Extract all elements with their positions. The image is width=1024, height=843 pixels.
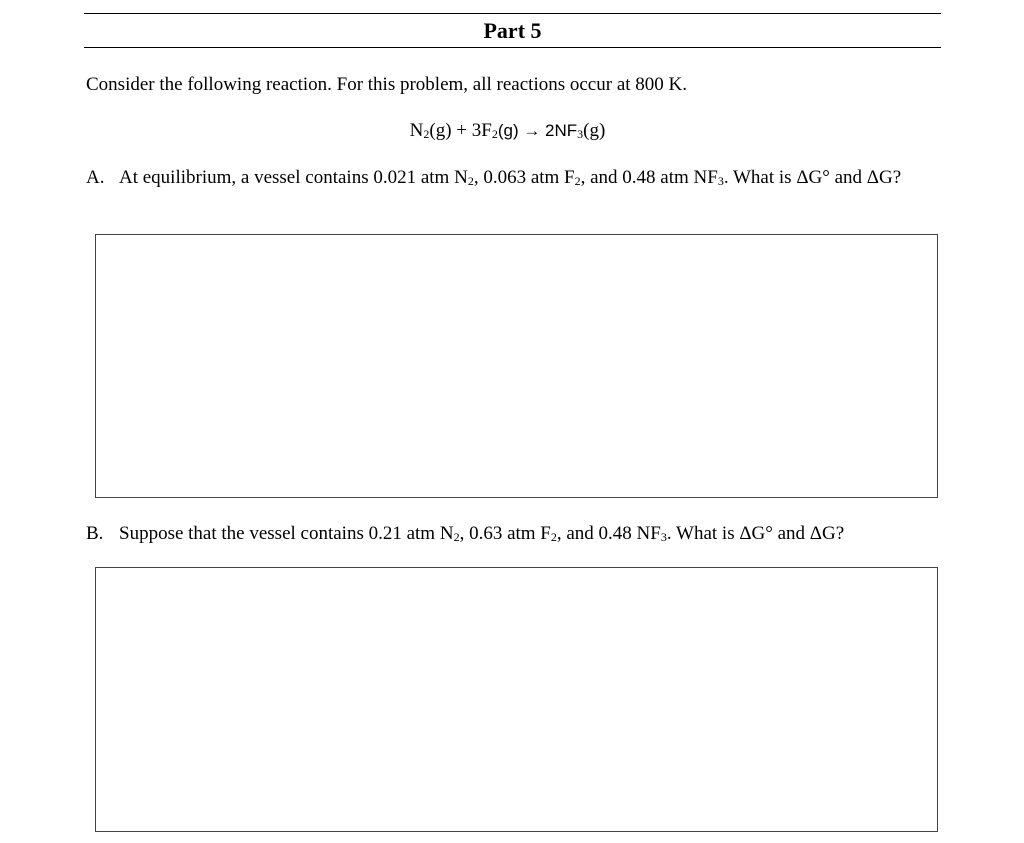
qb-sub-2: 2 bbox=[550, 530, 557, 544]
eq-n2: N bbox=[409, 120, 424, 141]
answer-box-a[interactable] bbox=[95, 234, 938, 498]
answer-box-b[interactable] bbox=[95, 567, 938, 832]
qb-text-3: , and 0.48 NF bbox=[556, 523, 661, 544]
qb-text-2: , 0.63 atm F bbox=[459, 523, 551, 544]
qa-sub-2: 2 bbox=[574, 174, 581, 188]
eq-f2-subscript: 2 bbox=[491, 127, 498, 141]
qa-sub-1: 2 bbox=[467, 174, 474, 188]
qa-sub-3: 3 bbox=[717, 174, 724, 188]
page-title: Part 5 bbox=[483, 18, 542, 43]
eq-n2-state: (g) + 3F bbox=[429, 120, 492, 141]
title-underline-rule bbox=[84, 47, 941, 48]
question-b-label: B. bbox=[86, 523, 104, 544]
eq-nf3-state: (g) bbox=[583, 120, 606, 141]
qa-text-4: . What is ΔG° and ΔG? bbox=[723, 167, 902, 188]
qb-text-1: Suppose that the vessel contains 0.21 atm N bbox=[119, 523, 454, 544]
question-a bbox=[86, 166, 916, 189]
qa-text-1: At equilibrium, a vessel contains 0.021 atm N bbox=[119, 167, 468, 188]
intro-text: Consider the following reaction. For this problem, all reactions occur at 800 K. bbox=[86, 74, 687, 95]
qb-sub-3: 3 bbox=[660, 530, 667, 544]
qa-text-2: , 0.063 atm F bbox=[473, 167, 575, 188]
top-rule bbox=[84, 13, 941, 14]
qa-text-3: , and 0.48 atm NF bbox=[580, 167, 718, 188]
qb-text-4: . What is ΔG° and ΔG? bbox=[666, 523, 845, 544]
eq-n2-subscript: 2 bbox=[423, 127, 430, 141]
question-b-text bbox=[119, 522, 916, 545]
question-a-label: A. bbox=[86, 167, 105, 188]
question-a-text bbox=[119, 166, 916, 189]
qb-sub-1: 2 bbox=[453, 530, 460, 544]
eq-f2-state-arrow: (g) → 2NF bbox=[497, 121, 578, 140]
eq-nf3-subscript: 3 bbox=[577, 127, 584, 141]
reaction-equation bbox=[86, 119, 929, 143]
question-b bbox=[86, 522, 916, 545]
